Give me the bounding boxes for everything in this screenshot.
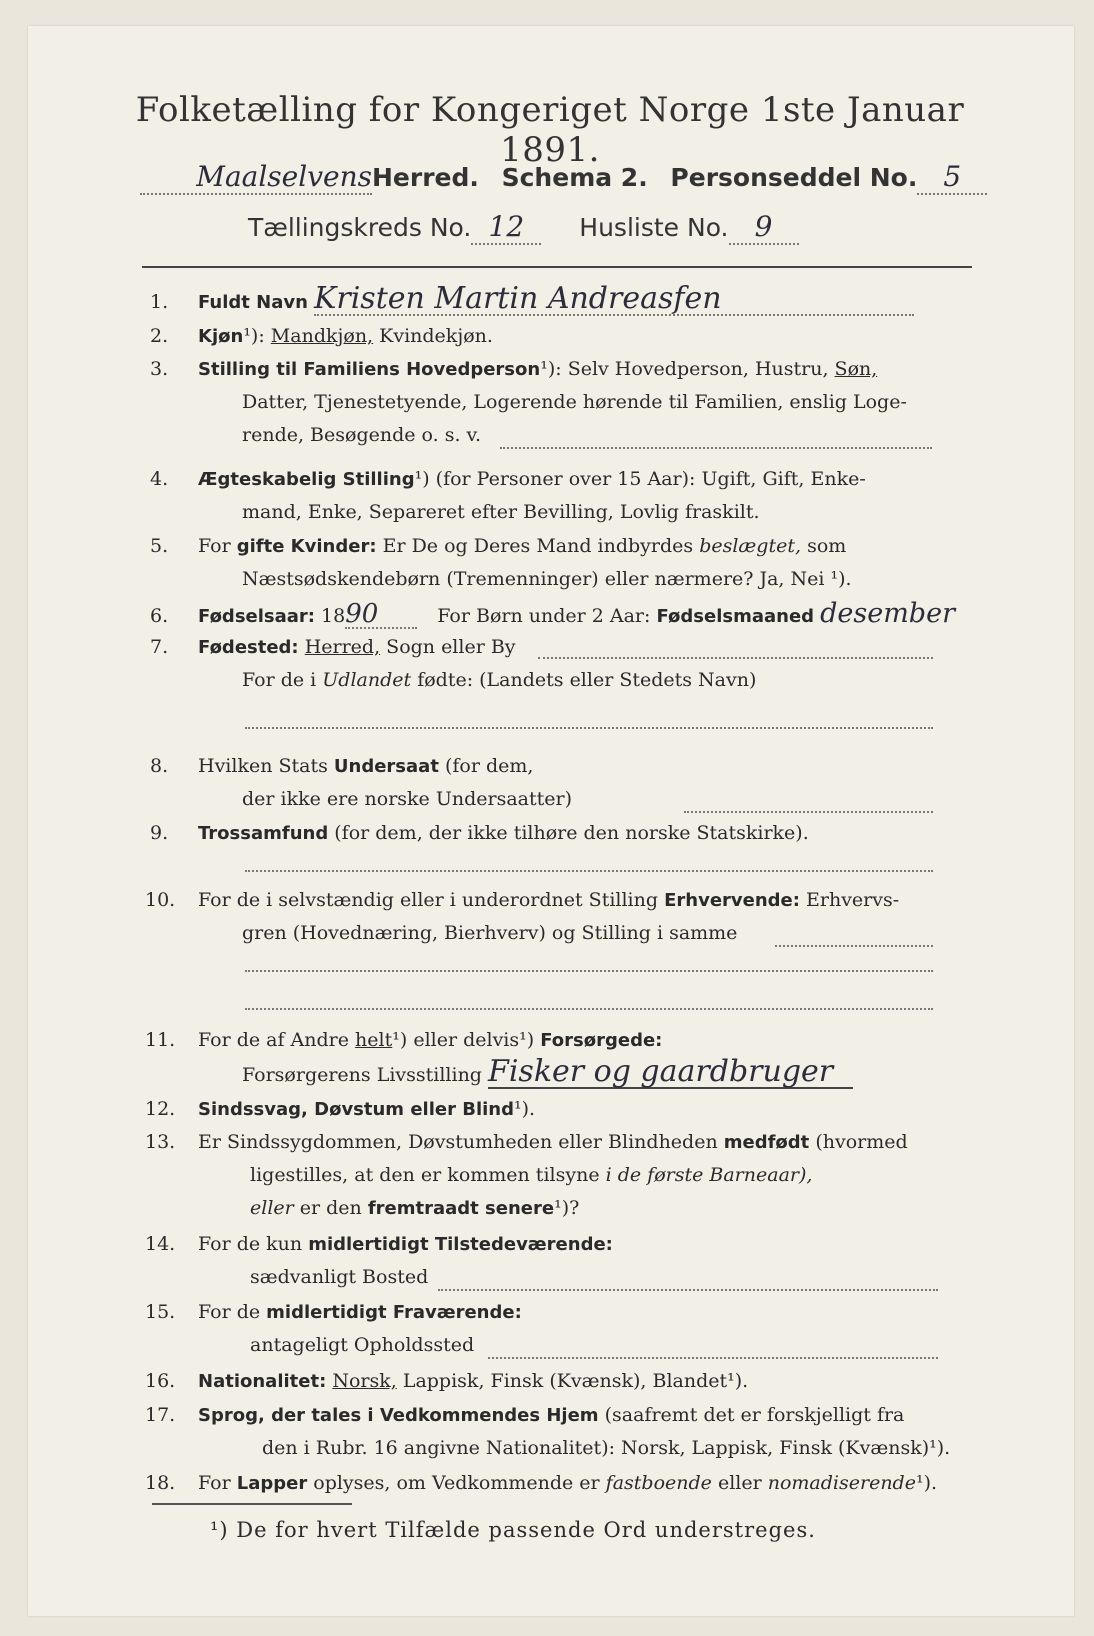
item-14 <box>145 1228 985 1261</box>
item-6 <box>150 597 990 633</box>
full-name-value: Kristen Martin Andreasfen <box>314 284 914 316</box>
married-women-label: gifte Kvinder: <box>236 536 377 557</box>
item-text: For Børn under 2 Aar: <box>437 605 651 627</box>
birthplace-line-2 <box>242 664 1082 697</box>
item-text: (saafremt det er forskjelligt fra <box>604 1404 905 1426</box>
item-17 <box>145 1399 985 1432</box>
item-13-line-3 <box>250 1192 1090 1225</box>
item-4 <box>150 463 990 496</box>
item-number: 9. <box>150 822 169 844</box>
item-2 <box>150 320 990 353</box>
birth-month-label: Fødselsmaaned <box>656 606 815 627</box>
item-text: For de i <box>242 669 317 691</box>
item-number: 10. <box>145 889 176 911</box>
full-name-label: Fuldt Navn <box>198 292 308 313</box>
personseddel-label: Personseddel No. <box>670 163 918 192</box>
item-text: fastboende <box>605 1472 712 1494</box>
item-number: 13. <box>145 1131 176 1153</box>
birth-year-label: Fødselsaar: <box>198 606 315 627</box>
item-text: i de første Barneaar), <box>605 1164 813 1186</box>
footnote-mark: ¹)? <box>554 1197 580 1219</box>
header-divider <box>142 266 972 268</box>
item-5 <box>150 530 990 563</box>
disability-label: Sindssvag, Døvstum eller Blind <box>198 1099 514 1120</box>
item-text: For <box>198 535 231 557</box>
footnote-mark: ¹). <box>915 1472 938 1494</box>
birthplace-label: Fødested: <box>198 637 299 658</box>
citizenship-label: Undersaat <box>333 756 439 777</box>
dotted-fill <box>245 1008 933 1010</box>
probable-residence-label: antageligt Opholdssted <box>250 1334 475 1356</box>
item-number: 1. <box>150 291 169 313</box>
schema-label: Schema 2. <box>501 163 648 192</box>
language-label: Sprog, der tales i Vedkommendes Hjem <box>198 1405 599 1426</box>
item-text: eller <box>717 1472 762 1494</box>
item-7 <box>150 631 990 664</box>
dotted-fill <box>500 447 932 449</box>
dotted-fill <box>538 657 933 659</box>
item-number: 15. <box>145 1301 176 1323</box>
herred-label: Herred. <box>372 163 479 192</box>
header-line-kreds <box>248 210 948 245</box>
married-women-question-2: Næstsødskendebørn (Tremenninger) eller nærmere? Ja, Nei ¹). <box>242 568 852 590</box>
item-16 <box>145 1365 985 1398</box>
marital-status-options-2: mand, Enke, Separeret efter Bevilling, Lovlig fraskilt. <box>242 501 760 523</box>
item-11 <box>145 1024 985 1057</box>
item-number: 8. <box>150 755 169 777</box>
marital-status-options: (for Personer over 15 Aar): Ugift, Gift, Enke- <box>435 468 866 490</box>
footnote: ¹) De for hvert Tilfælde passende Ord understreges. <box>210 1518 816 1542</box>
item-number: 12. <box>145 1098 176 1120</box>
nationality-label: Nationalitet: <box>198 1371 327 1392</box>
item-text: oplyses, om Vedkommende er <box>313 1472 600 1494</box>
item-text: For de kun <box>198 1233 303 1255</box>
item-text: For de af Andre <box>198 1029 349 1051</box>
item-text: er den <box>299 1197 362 1219</box>
birth-year-value: 90 <box>345 601 417 629</box>
citizenship-line-2: der ikke ere norske Undersaatter) <box>242 788 572 810</box>
lapps-label: Lapper <box>236 1473 308 1494</box>
birth-year-prefix: 18 <box>321 605 346 627</box>
supported-label: Forsørgede: <box>540 1030 663 1051</box>
item-text: Erhvervs- <box>806 889 900 911</box>
item-text: ¹) eller delvis¹) <box>392 1029 535 1051</box>
item-number: 11. <box>145 1029 176 1051</box>
sex-option-male: Mandkjøn, <box>270 325 374 347</box>
item-text: For <box>198 1472 231 1494</box>
dotted-fill <box>245 970 933 972</box>
dotted-fill <box>245 727 933 729</box>
supported-fully: helt <box>355 1029 393 1051</box>
item-text: For de i selvstændig eller i underordnet Stilling <box>198 889 659 911</box>
family-position-son: Søn, <box>834 358 878 380</box>
item-8 <box>150 750 990 783</box>
footnote-mark: ¹): <box>540 358 562 380</box>
item-number: 2. <box>150 325 169 347</box>
supporter-occupation-value: Fisker og gaardbruger <box>488 1057 853 1089</box>
item-number: 17. <box>145 1404 176 1426</box>
item-text: Er De og Deres Mand indbyrdes <box>382 535 694 557</box>
dotted-fill <box>245 870 933 872</box>
dotted-fill <box>684 811 933 813</box>
item-text: fødte: (Landets eller Stedets Navn) <box>417 669 757 691</box>
sex-label: Kjøn <box>198 326 244 347</box>
item-text: Lappisk, Finsk (Kvænsk), Blandet¹). <box>402 1370 749 1392</box>
item-text: nomadiserende <box>767 1472 916 1494</box>
dotted-fill <box>488 1357 938 1359</box>
form-title: Folketælling for Kongeriget Norge 1ste Januar 1891. <box>135 90 965 170</box>
item-13-line-2 <box>250 1159 1090 1192</box>
occupation-label: Erhvervende: <box>664 890 800 911</box>
usual-residence-label: sædvanligt Bosted <box>250 1266 429 1288</box>
temporarily-present-label: midlertidigt Tilstedeværende: <box>308 1234 613 1255</box>
nationality-norsk: Norsk, <box>332 1370 397 1392</box>
item-number: 7. <box>150 636 169 658</box>
item-text: (for dem, <box>444 755 534 777</box>
item-text: Hvilken Stats <box>198 755 328 777</box>
sex-option-female: Kvindekjøn. <box>379 325 493 347</box>
kreds-label: Tællingskreds No. <box>248 213 472 242</box>
footnote-mark: ¹). <box>513 1098 536 1120</box>
item-3 <box>150 353 990 386</box>
item-13 <box>145 1126 985 1159</box>
item-text: som <box>807 535 847 557</box>
item-number: 3. <box>150 358 169 380</box>
item-number: 14. <box>145 1233 176 1255</box>
marital-status-label: Ægteskabelig Stilling <box>198 469 415 490</box>
item-text: ligestilles, at den er kommen tilsyne <box>250 1164 600 1186</box>
item-18 <box>145 1467 985 1500</box>
item-text: beslægtet, <box>699 535 802 557</box>
item-text: (hvormed <box>815 1131 908 1153</box>
later-onset-label: fremtraadt senere <box>367 1198 555 1219</box>
footnote-divider <box>152 1503 352 1505</box>
item-text: eller <box>250 1197 294 1219</box>
item-10 <box>145 884 985 917</box>
herred-value: Maalselvens <box>140 160 372 195</box>
header-line-herred <box>140 160 990 195</box>
item-number: 18. <box>145 1472 176 1494</box>
supporter-line <box>242 1054 1082 1092</box>
family-position-options-2: Datter, Tjenestetyende, Logerende hørende til Familien, enslig Loge- <box>242 391 907 413</box>
item-number: 5. <box>150 535 169 557</box>
dotted-fill <box>438 1289 938 1291</box>
family-position-label: Stilling til Familiens Hovedperson <box>198 359 541 380</box>
family-position-options: Selv Hovedperson, Hustru, <box>567 358 829 380</box>
husliste-label: Husliste No. <box>579 213 729 242</box>
footnote-mark: ¹): <box>243 325 265 347</box>
item-number: 16. <box>145 1370 176 1392</box>
family-position-options-3: rende, Besøgende o. s. v. <box>242 424 482 446</box>
temporarily-absent-label: midlertidigt Fraværende: <box>266 1302 522 1323</box>
item-12 <box>145 1093 985 1126</box>
personseddel-value: 5 <box>917 160 987 195</box>
item-15 <box>145 1296 985 1329</box>
footnote-mark: ¹) <box>414 468 430 490</box>
language-line-2: den i Rubr. 16 angivne Nationalitet): Norsk, Lappisk, Finsk (Kvænsk)¹). <box>262 1437 951 1459</box>
dotted-fill <box>775 945 933 947</box>
item-9 <box>150 817 990 850</box>
item-number: 6. <box>150 605 169 627</box>
item-1 <box>150 281 990 319</box>
supporter-occupation-label: Forsørgerens Livsstilling <box>242 1064 482 1086</box>
congenital-label: medfødt <box>723 1132 810 1153</box>
item-text: Er Sindssygdommen, Døvstumheden eller Blindheden <box>198 1131 718 1153</box>
occupation-line-2: gren (Hovednæring, Bierhverv) og Stilling i samme <box>242 922 738 944</box>
item-text: Udlandet <box>322 669 412 691</box>
husliste-value: 9 <box>729 210 799 245</box>
birthplace-herred: Herred, <box>304 636 381 658</box>
birth-month-value: desember <box>820 598 955 629</box>
kreds-value: 12 <box>471 210 541 245</box>
religion-label: Trossamfund <box>198 823 329 844</box>
item-text: Sogn eller By <box>386 636 516 658</box>
item-number: 4. <box>150 468 169 490</box>
item-text: (for dem, der ikke tilhøre den norske Statskirke). <box>334 822 809 844</box>
item-text: For de <box>198 1301 261 1323</box>
